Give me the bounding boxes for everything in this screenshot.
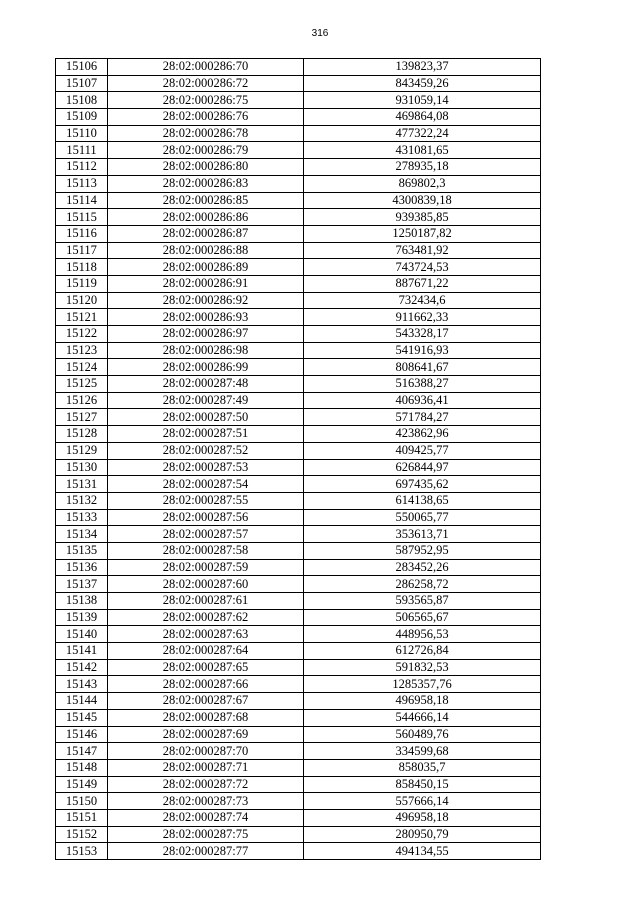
table-row [56, 192, 541, 209]
cadastral-number-cell: 28:02:000286:72 [108, 75, 304, 92]
cadastral-value-cell: 1250187,82 [304, 225, 541, 242]
row-number-cell: 15128 [56, 426, 108, 443]
cadastral-value-cell: 4300839,18 [304, 192, 541, 209]
cadastral-value-cell: 560489,76 [304, 726, 541, 743]
cadastral-number-cell: 28:02:000286:79 [108, 142, 304, 159]
cadastral-value-cell: 858035,7 [304, 759, 541, 776]
cadastral-number-cell: 28:02:000287:50 [108, 409, 304, 426]
row-number-cell: 15123 [56, 342, 108, 359]
table-row [56, 225, 541, 242]
table-row [56, 676, 541, 693]
cadastral-value-cell: 571784,27 [304, 409, 541, 426]
cadastral-number-cell: 28:02:000287:67 [108, 693, 304, 710]
page-number: 316 [311, 28, 329, 39]
row-number-cell: 15142 [56, 659, 108, 676]
table-row [56, 476, 541, 493]
row-number-cell: 15111 [56, 142, 108, 159]
table-row [56, 409, 541, 426]
cadastral-number-cell: 28:02:000287:57 [108, 526, 304, 543]
cadastral-value-cell: 496958,18 [304, 693, 541, 710]
cadastral-number-cell: 28:02:000287:54 [108, 476, 304, 493]
table-row [56, 309, 541, 326]
row-number-cell: 15143 [56, 676, 108, 693]
row-number-cell: 15124 [56, 359, 108, 376]
row-number-cell: 15152 [56, 826, 108, 843]
cadastral-number-cell: 28:02:000287:62 [108, 609, 304, 626]
row-number-cell: 15141 [56, 643, 108, 660]
row-number-cell: 15112 [56, 159, 108, 176]
table-row [56, 659, 541, 676]
row-number-cell: 15129 [56, 442, 108, 459]
cadastral-value-cell: 550065,77 [304, 509, 541, 526]
row-number-cell: 15127 [56, 409, 108, 426]
cadastral-value-cell: 593565,87 [304, 593, 541, 610]
cadastral-number-cell: 28:02:000287:66 [108, 676, 304, 693]
row-number-cell: 15120 [56, 292, 108, 309]
cadastral-value-cell: 808641,67 [304, 359, 541, 376]
cadastral-number-cell: 28:02:000286:88 [108, 242, 304, 259]
row-number-cell: 15134 [56, 526, 108, 543]
row-number-cell: 15135 [56, 542, 108, 559]
table-row [56, 209, 541, 226]
cadastral-value-cell: 496958,18 [304, 809, 541, 826]
cadastral-value-cell: 743724,53 [304, 259, 541, 276]
cadastral-number-cell: 28:02:000287:48 [108, 376, 304, 393]
cadastral-number-cell: 28:02:000287:59 [108, 559, 304, 576]
row-number-cell: 15106 [56, 59, 108, 76]
row-number-cell: 15148 [56, 759, 108, 776]
cadastral-value-cell: 494134,55 [304, 843, 541, 860]
cadastral-value-cell: 614138,65 [304, 492, 541, 509]
table-row [56, 593, 541, 610]
cadastral-number-cell: 28:02:000286:70 [108, 59, 304, 76]
table-row [56, 359, 541, 376]
cadastral-number-cell: 28:02:000286:91 [108, 275, 304, 292]
cadastral-value-cell: 543328,17 [304, 326, 541, 343]
cadastral-number-cell: 28:02:000287:51 [108, 426, 304, 443]
row-number-cell: 15122 [56, 326, 108, 343]
row-number-cell: 15108 [56, 92, 108, 109]
cadastral-value-cell: 858450,15 [304, 776, 541, 793]
row-number-cell: 15153 [56, 843, 108, 860]
row-number-cell: 15145 [56, 709, 108, 726]
cadastral-number-cell: 28:02:000287:60 [108, 576, 304, 593]
cadastral-number-cell: 28:02:000286:78 [108, 125, 304, 142]
row-number-cell: 15115 [56, 209, 108, 226]
cadastral-value-cell: 732434,6 [304, 292, 541, 309]
table-row [56, 275, 541, 292]
cadastral-value-cell: 591832,53 [304, 659, 541, 676]
table-row [56, 326, 541, 343]
cadastral-value-cell: 843459,26 [304, 75, 541, 92]
table-row [56, 526, 541, 543]
row-number-cell: 15133 [56, 509, 108, 526]
table-row [56, 709, 541, 726]
row-number-cell: 15147 [56, 743, 108, 760]
cadastral-value-cell: 406936,41 [304, 392, 541, 409]
cadastral-value-cell: 448956,53 [304, 626, 541, 643]
row-number-cell: 15131 [56, 476, 108, 493]
table-row [56, 693, 541, 710]
cadastral-number-cell: 28:02:000286:89 [108, 259, 304, 276]
cadastral-value-cell: 409425,77 [304, 442, 541, 459]
cadastral-number-cell: 28:02:000287:64 [108, 643, 304, 660]
cadastral-number-cell: 28:02:000286:83 [108, 175, 304, 192]
row-number-cell: 15132 [56, 492, 108, 509]
row-number-cell: 15126 [56, 392, 108, 409]
table-row [56, 376, 541, 393]
cadastral-number-cell: 28:02:000287:56 [108, 509, 304, 526]
cadastral-number-cell: 28:02:000286:93 [108, 309, 304, 326]
cadastral-value-cell: 1285357,76 [304, 676, 541, 693]
cadastral-value-cell: 334599,68 [304, 743, 541, 760]
row-number-cell: 15114 [56, 192, 108, 209]
cadastral-number-cell: 28:02:000286:75 [108, 92, 304, 109]
table-row [56, 826, 541, 843]
row-number-cell: 15151 [56, 809, 108, 826]
row-number-cell: 15139 [56, 609, 108, 626]
cadastral-value-cell: 477322,24 [304, 125, 541, 142]
table-row [56, 809, 541, 826]
cadastral-number-cell: 28:02:000287:72 [108, 776, 304, 793]
cadastral-value-cell: 506565,67 [304, 609, 541, 626]
table-row [56, 342, 541, 359]
row-number-cell: 15146 [56, 726, 108, 743]
row-number-cell: 15118 [56, 259, 108, 276]
row-number-cell: 15121 [56, 309, 108, 326]
table-row [56, 392, 541, 409]
cadastral-number-cell: 28:02:000287:49 [108, 392, 304, 409]
cadastral-number-cell: 28:02:000287:74 [108, 809, 304, 826]
row-number-cell: 15110 [56, 125, 108, 142]
row-number-cell: 15119 [56, 275, 108, 292]
cadastral-number-cell: 28:02:000286:86 [108, 209, 304, 226]
cadastral-value-table [55, 58, 541, 860]
table-row [56, 793, 541, 810]
cadastral-value-cell: 887671,22 [304, 275, 541, 292]
table-row [56, 75, 541, 92]
cadastral-value-cell: 763481,92 [304, 242, 541, 259]
cadastral-number-cell: 28:02:000286:85 [108, 192, 304, 209]
row-number-cell: 15138 [56, 593, 108, 610]
table-row [56, 492, 541, 509]
cadastral-number-cell: 28:02:000286:80 [108, 159, 304, 176]
row-number-cell: 15140 [56, 626, 108, 643]
table-row [56, 426, 541, 443]
cadastral-number-cell: 28:02:000287:68 [108, 709, 304, 726]
cadastral-value-cell: 423862,96 [304, 426, 541, 443]
cadastral-value-cell: 541916,93 [304, 342, 541, 359]
row-number-cell: 15107 [56, 75, 108, 92]
row-number-cell: 15130 [56, 459, 108, 476]
cadastral-number-cell: 28:02:000286:87 [108, 225, 304, 242]
row-number-cell: 15109 [56, 109, 108, 126]
table-row [56, 159, 541, 176]
cadastral-number-cell: 28:02:000287:69 [108, 726, 304, 743]
cadastral-value-cell: 139823,37 [304, 59, 541, 76]
table-row [56, 142, 541, 159]
cadastral-number-cell: 28:02:000287:52 [108, 442, 304, 459]
cadastral-number-cell: 28:02:000286:92 [108, 292, 304, 309]
cadastral-value-cell: 626844,97 [304, 459, 541, 476]
table-row [56, 643, 541, 660]
cadastral-value-cell: 697435,62 [304, 476, 541, 493]
table-row [56, 442, 541, 459]
cadastral-value-cell: 469864,08 [304, 109, 541, 126]
table-row [56, 743, 541, 760]
cadastral-number-cell: 28:02:000287:63 [108, 626, 304, 643]
cadastral-number-cell: 28:02:000287:75 [108, 826, 304, 843]
cadastral-number-cell: 28:02:000286:76 [108, 109, 304, 126]
table-row [56, 559, 541, 576]
table-row [56, 576, 541, 593]
cadastral-value-cell: 353613,71 [304, 526, 541, 543]
row-number-cell: 15150 [56, 793, 108, 810]
cadastral-number-cell: 28:02:000286:97 [108, 326, 304, 343]
table-row [56, 843, 541, 860]
table-row [56, 459, 541, 476]
row-number-cell: 15117 [56, 242, 108, 259]
cadastral-number-cell: 28:02:000287:65 [108, 659, 304, 676]
row-number-cell: 15136 [56, 559, 108, 576]
row-number-cell: 15149 [56, 776, 108, 793]
cadastral-value-cell: 612726,84 [304, 643, 541, 660]
row-number-cell: 15125 [56, 376, 108, 393]
row-number-cell: 15144 [56, 693, 108, 710]
cadastral-number-cell: 28:02:000287:61 [108, 593, 304, 610]
table-row [56, 242, 541, 259]
cadastral-number-cell: 28:02:000287:70 [108, 743, 304, 760]
row-number-cell: 15113 [56, 175, 108, 192]
cadastral-value-cell: 431081,65 [304, 142, 541, 159]
row-number-cell: 15116 [56, 225, 108, 242]
table-row [56, 125, 541, 142]
table-row [56, 59, 541, 76]
cadastral-number-cell: 28:02:000287:55 [108, 492, 304, 509]
cadastral-number-cell: 28:02:000287:71 [108, 759, 304, 776]
table-row [56, 109, 541, 126]
table-row [56, 542, 541, 559]
cadastral-number-cell: 28:02:000287:53 [108, 459, 304, 476]
cadastral-value-cell: 911662,33 [304, 309, 541, 326]
cadastral-value-cell: 869802,3 [304, 175, 541, 192]
cadastral-value-cell: 280950,79 [304, 826, 541, 843]
cadastral-number-cell: 28:02:000287:77 [108, 843, 304, 860]
cadastral-value-cell: 544666,14 [304, 709, 541, 726]
cadastral-number-cell: 28:02:000286:99 [108, 359, 304, 376]
cadastral-number-cell: 28:02:000286:98 [108, 342, 304, 359]
cadastral-number-cell: 28:02:000287:58 [108, 542, 304, 559]
cadastral-value-cell: 286258,72 [304, 576, 541, 593]
table-row [56, 509, 541, 526]
cadastral-number-cell: 28:02:000287:73 [108, 793, 304, 810]
table-row [56, 609, 541, 626]
table-row [56, 759, 541, 776]
cadastral-value-cell: 939385,85 [304, 209, 541, 226]
cadastral-value-cell: 283452,26 [304, 559, 541, 576]
table-row [56, 626, 541, 643]
table-row [56, 175, 541, 192]
table-row [56, 92, 541, 109]
cadastral-value-cell: 587952,95 [304, 542, 541, 559]
row-number-cell: 15137 [56, 576, 108, 593]
table-row [56, 292, 541, 309]
table-row [56, 726, 541, 743]
table-body [56, 59, 541, 860]
cadastral-value-cell: 557666,14 [304, 793, 541, 810]
table-row [56, 259, 541, 276]
cadastral-value-cell: 278935,18 [304, 159, 541, 176]
cadastral-value-cell: 516388,27 [304, 376, 541, 393]
cadastral-value-cell: 931059,14 [304, 92, 541, 109]
table-row [56, 776, 541, 793]
